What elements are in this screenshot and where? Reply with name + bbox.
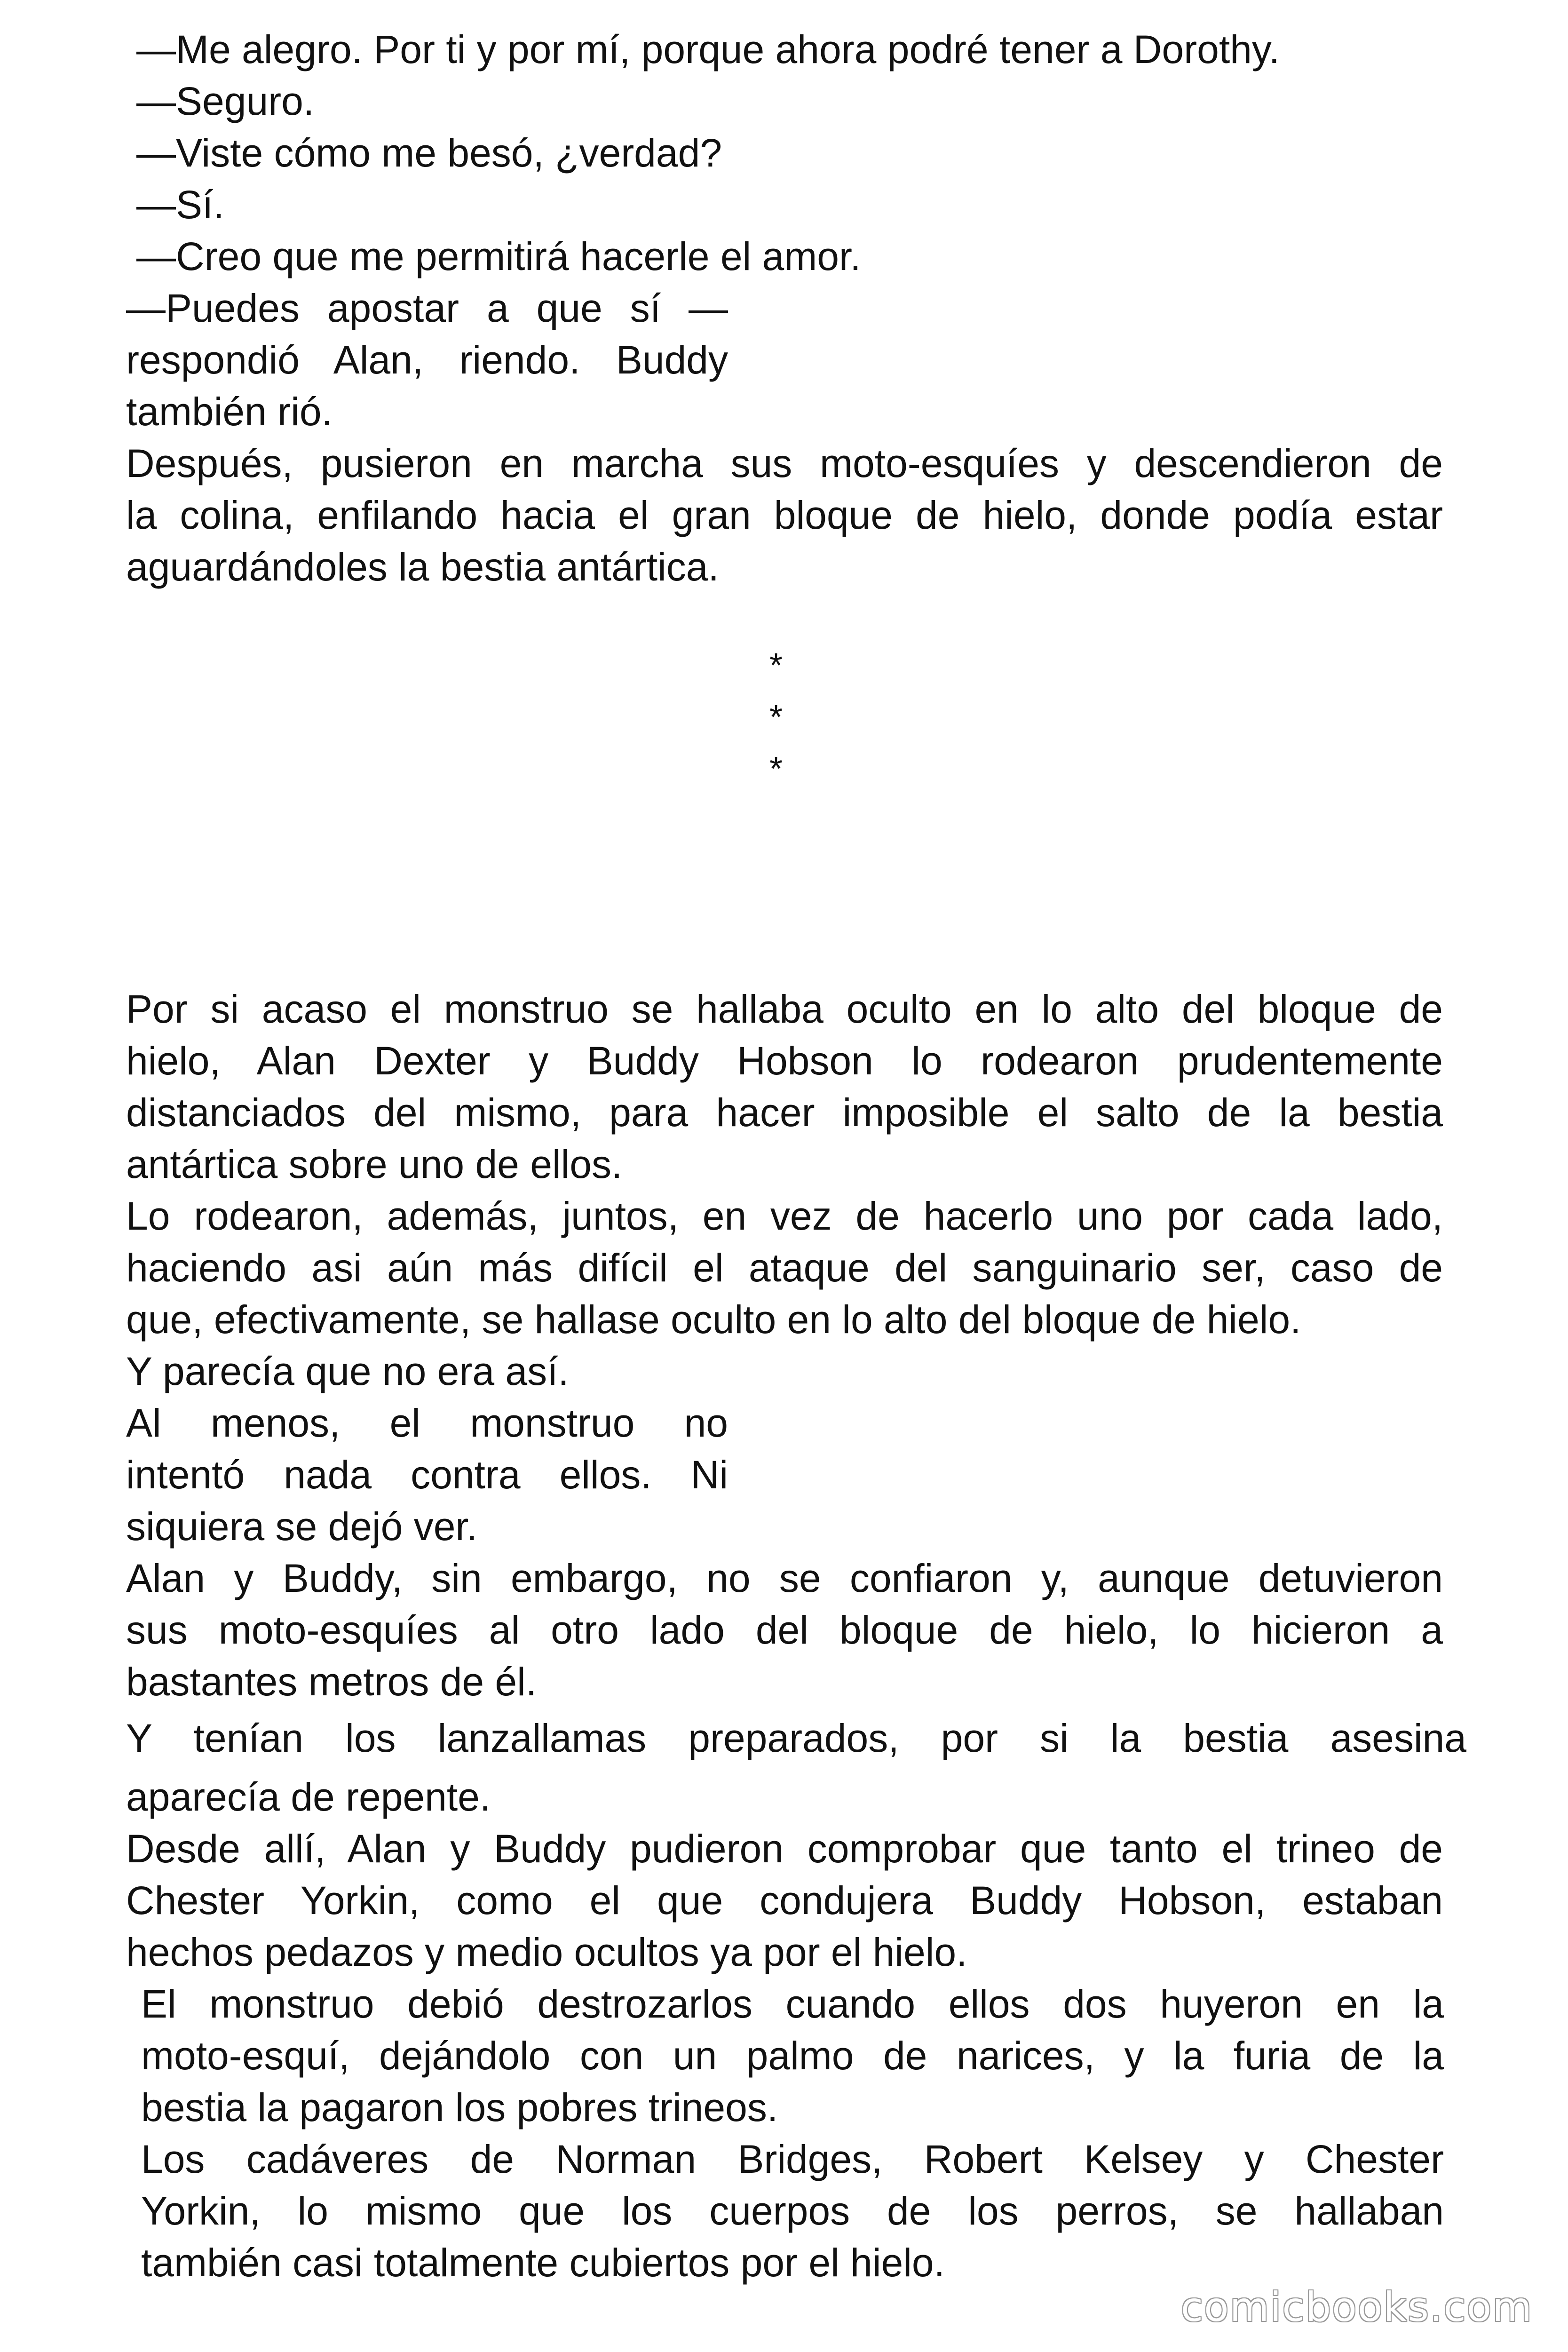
text-line: también casi totalmente cubiertos por el hielo. <box>141 2241 945 2285</box>
text-line: —Sí. <box>136 183 224 227</box>
text-line: hechos pedazos y medio ocultos ya por el hielo. <box>126 1930 967 1974</box>
text-line: Por si acaso el monstruo se hallaba oculto en lo alto del bloque de <box>126 987 1443 1031</box>
text-line: Chester Yorkin, como el que condujera Buddy Hobson, estaban <box>126 1878 1443 1923</box>
text-line: haciendo asi aún más difícil el ataque del sanguinario ser, caso de <box>126 1246 1443 1290</box>
text-line: bastantes metros de él. <box>126 1660 537 1704</box>
section-break-asterisk: * <box>769 647 783 684</box>
text-line: El monstruo debió destrozarlos cuando ellos dos huyeron en la <box>141 1982 1444 2026</box>
text-line: intentó nada contra ellos. Ni <box>126 1453 728 1497</box>
text-line: Y parecía que no era así. <box>126 1349 569 1393</box>
text-line: también rió. <box>126 389 333 434</box>
text-line: Después, pusieron en marcha sus moto-esquíes y descendieron de <box>126 441 1443 485</box>
text-line: la colina, enfilando hacia el gran bloque de hielo, donde podía estar <box>126 493 1443 537</box>
text-line: Desde allí, Alan y Buddy pudieron comprobar que tanto el trineo de <box>126 1827 1443 1871</box>
text-line: respondió Alan, riendo. Buddy <box>126 338 728 382</box>
text-line: que, efectivamente, se hallase oculto en lo alto del bloque de hielo. <box>126 1297 1301 1342</box>
text-line: Yorkin, lo mismo que los cuerpos de los perros, se hallaban <box>141 2189 1444 2233</box>
text-line: aguardándoles la bestia antártica. <box>126 545 719 589</box>
text-line: —Viste cómo me besó, ¿verdad? <box>136 131 722 175</box>
text-line: distanciados del mismo, para hacer imposible el salto de la bestia <box>126 1090 1443 1135</box>
text-line: Los cadáveres de Norman Bridges, Robert Kelsey y Chester <box>141 2137 1444 2181</box>
text-line: —Creo que me permitirá hacerle el amor. <box>136 234 861 278</box>
text-line: —Seguro. <box>136 79 315 123</box>
text-line: —Puedes apostar a que sí — <box>126 286 728 330</box>
text-line: antártica sobre uno de ellos. <box>126 1142 623 1186</box>
text-line: —Me alegro. Por ti y por mí, porque ahora podré tener a Dorothy. <box>136 27 1280 72</box>
text-line: sus moto-esquíes al otro lado del bloque de hielo, lo hicieron a <box>126 1608 1443 1652</box>
text-line: moto-esquí, dejándolo con un palmo de narices, y la furia de la <box>141 2034 1444 2078</box>
text-line: aparecía de repente. <box>126 1775 491 1819</box>
text-line: bestia la pagaron los pobres trineos. <box>141 2085 778 2130</box>
section-break-asterisk: * <box>769 750 783 788</box>
text-line: Al menos, el monstruo no <box>126 1401 728 1445</box>
text-line: Lo rodearon, además, juntos, en vez de hacerlo uno por cada lado, <box>126 1194 1443 1238</box>
text-line: Alan y Buddy, sin embargo, no se confiaron y, aunque detuvieron <box>126 1556 1443 1600</box>
text-line: Y tenían los lanzallamas preparados, por si la bestia asesina <box>126 1716 1466 1760</box>
watermark: comicbooks.com <box>1180 2284 1533 2331</box>
section-break-asterisk: * <box>769 699 783 736</box>
text-line: siquiera se dejó ver. <box>126 1504 478 1549</box>
text-line: hielo, Alan Dexter y Buddy Hobson lo rodearon prudentemente <box>126 1039 1443 1083</box>
